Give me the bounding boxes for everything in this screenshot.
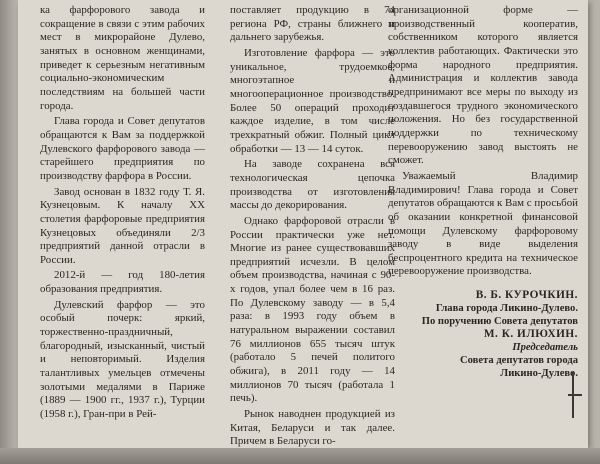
paragraph: Дулевский фарфор — это особый почерк: яркий, торжественно-праздничный, благородный, изысканный, чистый и неповторимый. Изделия талантливых умельцев отмечены золотыми медалями в Париже (1889 — 1900 гг., 1937 г.), Турции (1958 г.), Гран-при в Рей-: [40, 298, 205, 421]
scan-bottom-edge: [0, 448, 600, 464]
paragraph: организационной форме — производственный кооператив, собственником которого является коллектив работающих. Фактически это форма народного предприятия. Администрация и коллектив завода предпринимают все меры по выходу из создавшегося трудного экономического положения. Но без государственной поддержки по техническому перевооружению завод выстоять не сможет.: [388, 4, 578, 167]
paragraph: На заводе сохранена вся технологическая цепочка производства от изготовления массы до декорирования.: [230, 158, 395, 212]
scan-left-edge: [0, 0, 18, 464]
newspaper-page: [18, 0, 588, 448]
article-column-3: [388, 4, 578, 380]
signature-block: [388, 289, 578, 380]
signatory-title-1: Глава города Ликино-Дулево.: [435, 303, 578, 315]
signatory-title-2-city: Ликино-Дулево.: [500, 368, 578, 380]
signatory-title-2-cont: Совета депутатов города: [459, 355, 578, 367]
signatory-name-1: В. Б. КУРОЧКИН.: [475, 289, 578, 302]
paragraph: поставляет продукцию в 74 региона РФ, страны ближнего и дальнего зарубежья.: [230, 4, 395, 44]
paragraph: Глава города и Совет депутатов обращаются к Вам за поддержкой Дулевского фарфорового завода — старейшего предприятия по производству фарфора в России.: [40, 115, 205, 182]
paragraph: Однако фарфоровой отрасли в России практически уже нет. Многие из ранее существовавших предприятий исчезли. В целом объем производства, начиная с 90-х годов, упал более чем в 16 раз. По Дулевскому заводу — в 5,4 раза: в 1993 году объем в натуральном выражении составил 76 миллионов 655 тысяч штук (работало 5 печей политого обжига), в 2011 году — 14 миллионов 70 тысяч (работала 1 печь).: [230, 214, 395, 405]
paragraph: Уважаемый Владимир Владимирович! Глава города и Совет депутатов обращаются к Вам с просьбой об оказании конкретной финансовой помощи Дулевскому фарфоровому заводу в виде выделения беспроцентного кредита на техническое перевооружение производства.: [388, 169, 578, 278]
signatory-title-2: Председатель: [512, 342, 578, 354]
paragraph: Рынок наводнен продукцией из Китая, Беларуси и так далее. Причем в Беларуси го-: [230, 408, 395, 448]
paragraph: Завод основан в 1832 году Т. Я. Кузнецовым. К началу XX столетия фарфоровые предприятия Кузнецовых объединяли 2/3 предприятий данной отрасли в России.: [40, 185, 205, 266]
article-column-2: [230, 4, 395, 448]
article-column-1: [40, 4, 205, 422]
signatory-name-2: М. К. ИЛЮХИН.: [483, 328, 578, 341]
paragraph: 2012-й — год 180-летия образования предприятия.: [40, 269, 205, 296]
paragraph: ка фарфорового завода и сокращение в связи с этим рабочих мест в микрорайоне Дулево, занятых в основном женщинами, приведет к серьезным негативным социально-экономическим последствиям на большей части города.: [40, 4, 205, 112]
paragraph: Изготовление фарфора — это уникальное, трудоемкое, многоэтапное и многооперационное производство. Более 50 операций проходит каждое изделие, в том числе трехкратный обжиг. Полный цикл обработки — 13 — 14 суток.: [230, 46, 395, 155]
signatory-mandate: По поручению Совета депутатов: [421, 316, 578, 328]
crop-mark: [572, 372, 588, 418]
